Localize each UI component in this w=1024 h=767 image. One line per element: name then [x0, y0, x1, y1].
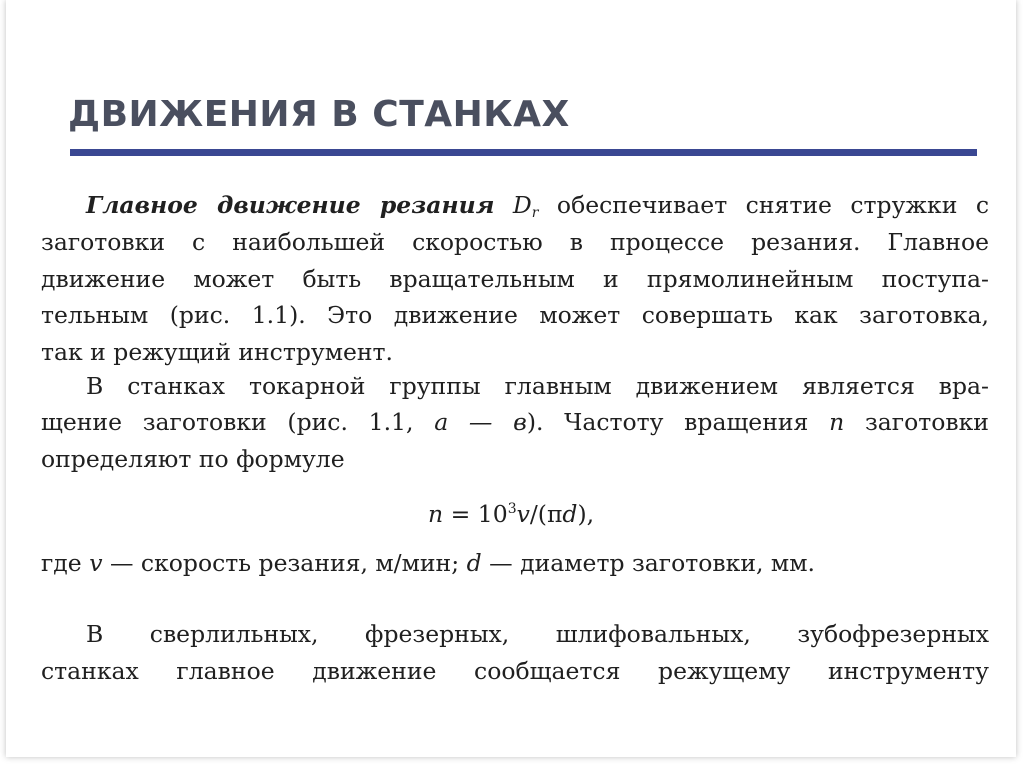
formula-eq: = 10 — [443, 500, 508, 528]
para2-line2 — [41, 407, 989, 437]
where-v: v — [89, 549, 103, 577]
symbol-d: D — [512, 191, 532, 219]
title-underline — [70, 149, 977, 156]
slide-title: ДВИЖЕНИЯ В СТАНКАХ — [68, 94, 570, 135]
formula-v: v — [516, 500, 530, 528]
para1-line2: заготовки с наибольшей скоростью в процессе резания. Главное — [41, 228, 989, 256]
where-b: — скорость резания, м/мин; — [109, 549, 460, 577]
formula-d: d — [562, 500, 578, 528]
formula-end: ), — [577, 500, 595, 528]
para3-line2: станках главное движение сообщается режущему инструменту — [41, 657, 989, 685]
term-main-cutting-motion: Главное движение резания — [86, 191, 495, 219]
para2-line2-b: ). Частоту вращения — [526, 408, 809, 436]
where-c: — диаметр заготовки, мм. — [489, 549, 815, 577]
formula-n: n — [428, 500, 444, 528]
formula — [428, 494, 594, 529]
para1-line5: так и режущий инструмент. — [41, 338, 394, 366]
formula-exp: 3 — [507, 501, 517, 517]
para3-line1: В сверлильных, фрезерных, шлифовальных, зубофрезерных — [86, 620, 989, 648]
formula-mid: /(π — [529, 500, 563, 528]
para2-line2-a: щение заготовки (рис. 1.1, — [41, 408, 414, 436]
where-line — [41, 548, 815, 578]
slide — [6, 0, 1016, 757]
where-d: d — [466, 549, 482, 577]
where-a: где — [41, 549, 82, 577]
figure-ref-a-v: а — в — [434, 408, 527, 436]
para1-line1-rest: обеспечивает снятие стружки с — [556, 191, 989, 219]
para1-line3: движение может быть вращательным и прямолинейным поступа- — [41, 265, 989, 293]
symbol-n: n — [829, 408, 845, 436]
symbol-dr — [513, 191, 539, 219]
para1-line4: тельным (рис. 1.1). Это движение может совершать как заготовка, — [41, 301, 989, 329]
para2-line1: В станках токарной группы главным движением является вра- — [86, 372, 989, 400]
para2-line3: определяют по формуле — [41, 445, 345, 473]
para1-line1 — [86, 190, 989, 228]
para2-line2-c: заготовки — [864, 408, 989, 436]
symbol-sub-r: r — [531, 205, 539, 221]
